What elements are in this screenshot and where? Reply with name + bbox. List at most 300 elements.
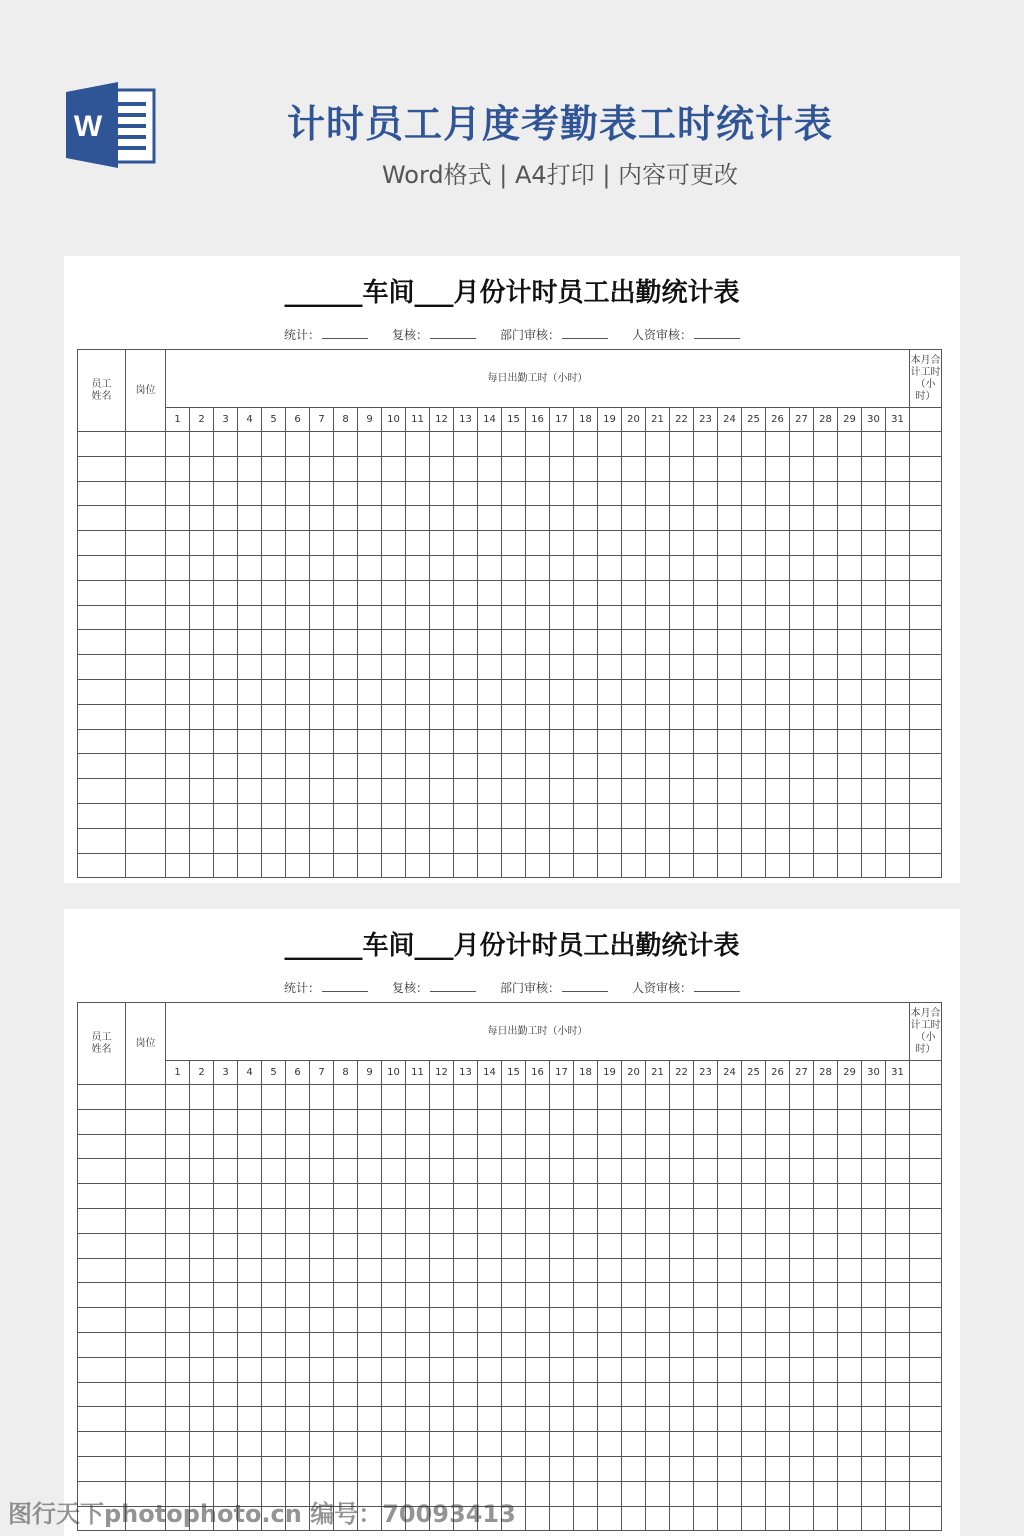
entry-cell[interactable]: [502, 1357, 526, 1382]
entry-cell[interactable]: [406, 1159, 430, 1184]
entry-cell[interactable]: [718, 1283, 742, 1308]
entry-cell[interactable]: [742, 803, 766, 828]
entry-cell[interactable]: [622, 655, 646, 680]
entry-cell[interactable]: [718, 456, 742, 481]
entry-cell[interactable]: [838, 1308, 862, 1333]
entry-cell[interactable]: [126, 1407, 166, 1432]
entry-cell[interactable]: [214, 1407, 238, 1432]
entry-cell[interactable]: [334, 779, 358, 804]
entry-cell[interactable]: [766, 1159, 790, 1184]
entry-cell[interactable]: [766, 1357, 790, 1382]
entry-cell[interactable]: [358, 1357, 382, 1382]
entry-cell[interactable]: [742, 1382, 766, 1407]
entry-cell[interactable]: [862, 704, 886, 729]
entry-cell[interactable]: [430, 655, 454, 680]
entry-cell[interactable]: [862, 803, 886, 828]
entry-cell[interactable]: [526, 456, 550, 481]
entry-cell[interactable]: [454, 1308, 478, 1333]
entry-cell[interactable]: [78, 828, 126, 853]
entry-cell[interactable]: [526, 1159, 550, 1184]
entry-cell[interactable]: [622, 1184, 646, 1209]
entry-cell[interactable]: [550, 432, 574, 457]
entry-cell[interactable]: [694, 605, 718, 630]
entry-cell[interactable]: [214, 1456, 238, 1481]
entry-cell[interactable]: [574, 605, 598, 630]
entry-cell[interactable]: [646, 481, 670, 506]
entry-cell[interactable]: [430, 1159, 454, 1184]
entry-cell[interactable]: [646, 1432, 670, 1457]
entry-cell[interactable]: [78, 531, 126, 556]
entry-cell[interactable]: [262, 1184, 286, 1209]
entry-cell[interactable]: [358, 1332, 382, 1357]
entry-cell[interactable]: [694, 853, 718, 878]
entry-cell[interactable]: [190, 1283, 214, 1308]
entry-cell[interactable]: [670, 779, 694, 804]
entry-cell[interactable]: [718, 828, 742, 853]
entry-cell[interactable]: [286, 1134, 310, 1159]
entry-cell[interactable]: [310, 1456, 334, 1481]
entry-cell[interactable]: [406, 1283, 430, 1308]
entry-cell[interactable]: [526, 481, 550, 506]
entry-cell[interactable]: [742, 1432, 766, 1457]
entry-cell[interactable]: [78, 1308, 126, 1333]
entry-cell[interactable]: [286, 779, 310, 804]
entry-cell[interactable]: [838, 704, 862, 729]
entry-cell[interactable]: [238, 1432, 262, 1457]
entry-cell[interactable]: [262, 1432, 286, 1457]
entry-cell[interactable]: [406, 1382, 430, 1407]
entry-cell[interactable]: [742, 729, 766, 754]
entry-cell[interactable]: [910, 1332, 942, 1357]
entry-cell[interactable]: [214, 1332, 238, 1357]
entry-cell[interactable]: [454, 1283, 478, 1308]
entry-cell[interactable]: [550, 605, 574, 630]
entry-cell[interactable]: [598, 1159, 622, 1184]
entry-cell[interactable]: [406, 555, 430, 580]
entry-cell[interactable]: [886, 754, 910, 779]
entry-cell[interactable]: [526, 531, 550, 556]
entry-cell[interactable]: [478, 1456, 502, 1481]
entry-cell[interactable]: [766, 1208, 790, 1233]
entry-cell[interactable]: [790, 1407, 814, 1432]
entry-cell[interactable]: [910, 1134, 942, 1159]
entry-cell[interactable]: [862, 531, 886, 556]
entry-cell[interactable]: [718, 754, 742, 779]
entry-cell[interactable]: [790, 1233, 814, 1258]
entry-cell[interactable]: [598, 432, 622, 457]
entry-cell[interactable]: [862, 630, 886, 655]
entry-cell[interactable]: [886, 655, 910, 680]
entry-cell[interactable]: [742, 1506, 766, 1531]
entry-cell[interactable]: [814, 803, 838, 828]
entry-cell[interactable]: [694, 481, 718, 506]
entry-cell[interactable]: [598, 1332, 622, 1357]
entry-cell[interactable]: [550, 1159, 574, 1184]
entry-cell[interactable]: [766, 1258, 790, 1283]
entry-cell[interactable]: [742, 1159, 766, 1184]
entry-cell[interactable]: [190, 679, 214, 704]
entry-cell[interactable]: [78, 1134, 126, 1159]
entry-cell[interactable]: [790, 456, 814, 481]
entry-cell[interactable]: [622, 531, 646, 556]
entry-cell[interactable]: [358, 1407, 382, 1432]
entry-cell[interactable]: [310, 655, 334, 680]
entry-cell[interactable]: [478, 1432, 502, 1457]
entry-cell[interactable]: [406, 655, 430, 680]
entry-cell[interactable]: [862, 1134, 886, 1159]
entry-cell[interactable]: [190, 605, 214, 630]
entry-cell[interactable]: [526, 1208, 550, 1233]
entry-cell[interactable]: [910, 1382, 942, 1407]
entry-cell[interactable]: [790, 704, 814, 729]
entry-cell[interactable]: [670, 531, 694, 556]
entry-cell[interactable]: [622, 704, 646, 729]
entry-cell[interactable]: [574, 779, 598, 804]
entry-cell[interactable]: [670, 704, 694, 729]
entry-cell[interactable]: [286, 456, 310, 481]
entry-cell[interactable]: [886, 481, 910, 506]
entry-cell[interactable]: [670, 1283, 694, 1308]
entry-cell[interactable]: [406, 456, 430, 481]
entry-cell[interactable]: [238, 679, 262, 704]
entry-cell[interactable]: [718, 1085, 742, 1110]
entry-cell[interactable]: [718, 1506, 742, 1531]
entry-cell[interactable]: [430, 1432, 454, 1457]
entry-cell[interactable]: [502, 1134, 526, 1159]
entry-cell[interactable]: [406, 779, 430, 804]
entry-cell[interactable]: [862, 853, 886, 878]
entry-cell[interactable]: [814, 828, 838, 853]
entry-cell[interactable]: [214, 803, 238, 828]
entry-cell[interactable]: [286, 555, 310, 580]
entry-cell[interactable]: [622, 481, 646, 506]
entry-cell[interactable]: [502, 481, 526, 506]
entry-cell[interactable]: [214, 779, 238, 804]
entry-cell[interactable]: [838, 456, 862, 481]
entry-cell[interactable]: [910, 729, 942, 754]
entry-cell[interactable]: [358, 1184, 382, 1209]
signature-blank[interactable]: [562, 328, 608, 339]
entry-cell[interactable]: [190, 1308, 214, 1333]
entry-cell[interactable]: [310, 605, 334, 630]
entry-cell[interactable]: [406, 506, 430, 531]
entry-cell[interactable]: [886, 1283, 910, 1308]
entry-cell[interactable]: [814, 1184, 838, 1209]
entry-cell[interactable]: [622, 853, 646, 878]
entry-cell[interactable]: [526, 1258, 550, 1283]
entry-cell[interactable]: [742, 1085, 766, 1110]
entry-cell[interactable]: [910, 555, 942, 580]
entry-cell[interactable]: [286, 1308, 310, 1333]
entry-cell[interactable]: [286, 605, 310, 630]
entry-cell[interactable]: [478, 1085, 502, 1110]
entry-cell[interactable]: [358, 754, 382, 779]
entry-cell[interactable]: [718, 1184, 742, 1209]
entry-cell[interactable]: [238, 580, 262, 605]
entry-cell[interactable]: [766, 531, 790, 556]
entry-cell[interactable]: [478, 506, 502, 531]
entry-cell[interactable]: [598, 1506, 622, 1531]
entry-cell[interactable]: [126, 456, 166, 481]
entry-cell[interactable]: [622, 1432, 646, 1457]
entry-cell[interactable]: [742, 1456, 766, 1481]
entry-cell[interactable]: [670, 481, 694, 506]
entry-cell[interactable]: [886, 1233, 910, 1258]
entry-cell[interactable]: [574, 432, 598, 457]
entry-cell[interactable]: [622, 679, 646, 704]
entry-cell[interactable]: [718, 1109, 742, 1134]
entry-cell[interactable]: [310, 1258, 334, 1283]
entry-cell[interactable]: [622, 1357, 646, 1382]
entry-cell[interactable]: [886, 1407, 910, 1432]
entry-cell[interactable]: [166, 1159, 190, 1184]
entry-cell[interactable]: [310, 1332, 334, 1357]
entry-cell[interactable]: [238, 1382, 262, 1407]
entry-cell[interactable]: [742, 1109, 766, 1134]
entry-cell[interactable]: [694, 1208, 718, 1233]
entry-cell[interactable]: [478, 630, 502, 655]
entry-cell[interactable]: [478, 605, 502, 630]
entry-cell[interactable]: [574, 1481, 598, 1506]
entry-cell[interactable]: [526, 1382, 550, 1407]
entry-cell[interactable]: [334, 506, 358, 531]
entry-cell[interactable]: [718, 1481, 742, 1506]
entry-cell[interactable]: [430, 605, 454, 630]
entry-cell[interactable]: [646, 1382, 670, 1407]
entry-cell[interactable]: [574, 1085, 598, 1110]
entry-cell[interactable]: [718, 1258, 742, 1283]
entry-cell[interactable]: [766, 481, 790, 506]
entry-cell[interactable]: [622, 1208, 646, 1233]
entry-cell[interactable]: [526, 704, 550, 729]
entry-cell[interactable]: [910, 1432, 942, 1457]
entry-cell[interactable]: [646, 803, 670, 828]
entry-cell[interactable]: [526, 1456, 550, 1481]
entry-cell[interactable]: [166, 1184, 190, 1209]
entry-cell[interactable]: [838, 1134, 862, 1159]
entry-cell[interactable]: [334, 481, 358, 506]
entry-cell[interactable]: [406, 754, 430, 779]
entry-cell[interactable]: [78, 704, 126, 729]
entry-cell[interactable]: [838, 1184, 862, 1209]
entry-cell[interactable]: [238, 1332, 262, 1357]
entry-cell[interactable]: [814, 679, 838, 704]
entry-cell[interactable]: [310, 456, 334, 481]
entry-cell[interactable]: [742, 456, 766, 481]
entry-cell[interactable]: [430, 531, 454, 556]
entry-cell[interactable]: [166, 1432, 190, 1457]
entry-cell[interactable]: [910, 1208, 942, 1233]
entry-cell[interactable]: [406, 630, 430, 655]
entry-cell[interactable]: [238, 432, 262, 457]
entry-cell[interactable]: [814, 1481, 838, 1506]
entry-cell[interactable]: [78, 1332, 126, 1357]
entry-cell[interactable]: [670, 1432, 694, 1457]
entry-cell[interactable]: [670, 729, 694, 754]
entry-cell[interactable]: [910, 605, 942, 630]
entry-cell[interactable]: [166, 456, 190, 481]
entry-cell[interactable]: [382, 1357, 406, 1382]
entry-cell[interactable]: [742, 481, 766, 506]
entry-cell[interactable]: [190, 1109, 214, 1134]
entry-cell[interactable]: [502, 555, 526, 580]
entry-cell[interactable]: [310, 1407, 334, 1432]
entry-cell[interactable]: [526, 1184, 550, 1209]
entry-cell[interactable]: [574, 1506, 598, 1531]
entry-cell[interactable]: [622, 1109, 646, 1134]
entry-cell[interactable]: [910, 1506, 942, 1531]
entry-cell[interactable]: [430, 1233, 454, 1258]
entry-cell[interactable]: [862, 1233, 886, 1258]
entry-cell[interactable]: [262, 630, 286, 655]
entry-cell[interactable]: [78, 803, 126, 828]
entry-cell[interactable]: [238, 779, 262, 804]
entry-cell[interactable]: [126, 1159, 166, 1184]
entry-cell[interactable]: [310, 506, 334, 531]
entry-cell[interactable]: [126, 704, 166, 729]
entry-cell[interactable]: [358, 655, 382, 680]
entry-cell[interactable]: [646, 580, 670, 605]
signature-blank[interactable]: [322, 328, 368, 339]
entry-cell[interactable]: [382, 1233, 406, 1258]
entry-cell[interactable]: [502, 1283, 526, 1308]
entry-cell[interactable]: [190, 555, 214, 580]
entry-cell[interactable]: [78, 729, 126, 754]
entry-cell[interactable]: [126, 1085, 166, 1110]
entry-cell[interactable]: [310, 1134, 334, 1159]
entry-cell[interactable]: [238, 853, 262, 878]
entry-cell[interactable]: [766, 555, 790, 580]
entry-cell[interactable]: [694, 432, 718, 457]
entry-cell[interactable]: [78, 1382, 126, 1407]
entry-cell[interactable]: [478, 1233, 502, 1258]
entry-cell[interactable]: [502, 655, 526, 680]
entry-cell[interactable]: [766, 1283, 790, 1308]
entry-cell[interactable]: [406, 1184, 430, 1209]
entry-cell[interactable]: [862, 828, 886, 853]
entry-cell[interactable]: [166, 481, 190, 506]
entry-cell[interactable]: [126, 1258, 166, 1283]
entry-cell[interactable]: [550, 456, 574, 481]
entry-cell[interactable]: [358, 531, 382, 556]
entry-cell[interactable]: [286, 828, 310, 853]
entry-cell[interactable]: [814, 531, 838, 556]
entry-cell[interactable]: [126, 1134, 166, 1159]
entry-cell[interactable]: [718, 481, 742, 506]
entry-cell[interactable]: [430, 481, 454, 506]
entry-cell[interactable]: [910, 531, 942, 556]
entry-cell[interactable]: [694, 1085, 718, 1110]
entry-cell[interactable]: [766, 456, 790, 481]
entry-cell[interactable]: [574, 729, 598, 754]
entry-cell[interactable]: [382, 630, 406, 655]
entry-cell[interactable]: [358, 704, 382, 729]
entry-cell[interactable]: [574, 1233, 598, 1258]
entry-cell[interactable]: [126, 1382, 166, 1407]
entry-cell[interactable]: [238, 1159, 262, 1184]
entry-cell[interactable]: [286, 531, 310, 556]
entry-cell[interactable]: [742, 1283, 766, 1308]
entry-cell[interactable]: [886, 1432, 910, 1457]
entry-cell[interactable]: [358, 779, 382, 804]
entry-cell[interactable]: [598, 779, 622, 804]
entry-cell[interactable]: [574, 1109, 598, 1134]
entry-cell[interactable]: [670, 1208, 694, 1233]
entry-cell[interactable]: [310, 754, 334, 779]
entry-cell[interactable]: [406, 531, 430, 556]
entry-cell[interactable]: [262, 754, 286, 779]
entry-cell[interactable]: [598, 754, 622, 779]
entry-cell[interactable]: [166, 729, 190, 754]
entry-cell[interactable]: [694, 1357, 718, 1382]
entry-cell[interactable]: [214, 655, 238, 680]
entry-cell[interactable]: [670, 1184, 694, 1209]
entry-cell[interactable]: [718, 1208, 742, 1233]
entry-cell[interactable]: [670, 630, 694, 655]
entry-cell[interactable]: [262, 828, 286, 853]
entry-cell[interactable]: [790, 828, 814, 853]
entry-cell[interactable]: [598, 555, 622, 580]
entry-cell[interactable]: [454, 704, 478, 729]
entry-cell[interactable]: [214, 555, 238, 580]
entry-cell[interactable]: [310, 630, 334, 655]
entry-cell[interactable]: [646, 605, 670, 630]
entry-cell[interactable]: [310, 729, 334, 754]
entry-cell[interactable]: [742, 605, 766, 630]
entry-cell[interactable]: [214, 729, 238, 754]
entry-cell[interactable]: [718, 704, 742, 729]
entry-cell[interactable]: [838, 1283, 862, 1308]
entry-cell[interactable]: [574, 655, 598, 680]
entry-cell[interactable]: [430, 779, 454, 804]
entry-cell[interactable]: [718, 432, 742, 457]
signature-blank[interactable]: [430, 981, 476, 992]
entry-cell[interactable]: [550, 555, 574, 580]
entry-cell[interactable]: [454, 1109, 478, 1134]
entry-cell[interactable]: [382, 1382, 406, 1407]
entry-cell[interactable]: [766, 605, 790, 630]
entry-cell[interactable]: [574, 456, 598, 481]
entry-cell[interactable]: [454, 1258, 478, 1283]
entry-cell[interactable]: [502, 1308, 526, 1333]
entry-cell[interactable]: [790, 1184, 814, 1209]
entry-cell[interactable]: [574, 1332, 598, 1357]
entry-cell[interactable]: [598, 1109, 622, 1134]
entry-cell[interactable]: [622, 729, 646, 754]
entry-cell[interactable]: [742, 853, 766, 878]
entry-cell[interactable]: [862, 1258, 886, 1283]
entry-cell[interactable]: [334, 1258, 358, 1283]
entry-cell[interactable]: [406, 1308, 430, 1333]
entry-cell[interactable]: [526, 754, 550, 779]
entry-cell[interactable]: [814, 729, 838, 754]
entry-cell[interactable]: [502, 729, 526, 754]
entry-cell[interactable]: [502, 828, 526, 853]
entry-cell[interactable]: [214, 1184, 238, 1209]
entry-cell[interactable]: [670, 1332, 694, 1357]
entry-cell[interactable]: [526, 1332, 550, 1357]
entry-cell[interactable]: [550, 1085, 574, 1110]
entry-cell[interactable]: [646, 655, 670, 680]
entry-cell[interactable]: [166, 1233, 190, 1258]
entry-cell[interactable]: [310, 1357, 334, 1382]
entry-cell[interactable]: [382, 580, 406, 605]
entry-cell[interactable]: [814, 754, 838, 779]
entry-cell[interactable]: [310, 828, 334, 853]
entry-cell[interactable]: [286, 1184, 310, 1209]
entry-cell[interactable]: [742, 1184, 766, 1209]
entry-cell[interactable]: [838, 853, 862, 878]
